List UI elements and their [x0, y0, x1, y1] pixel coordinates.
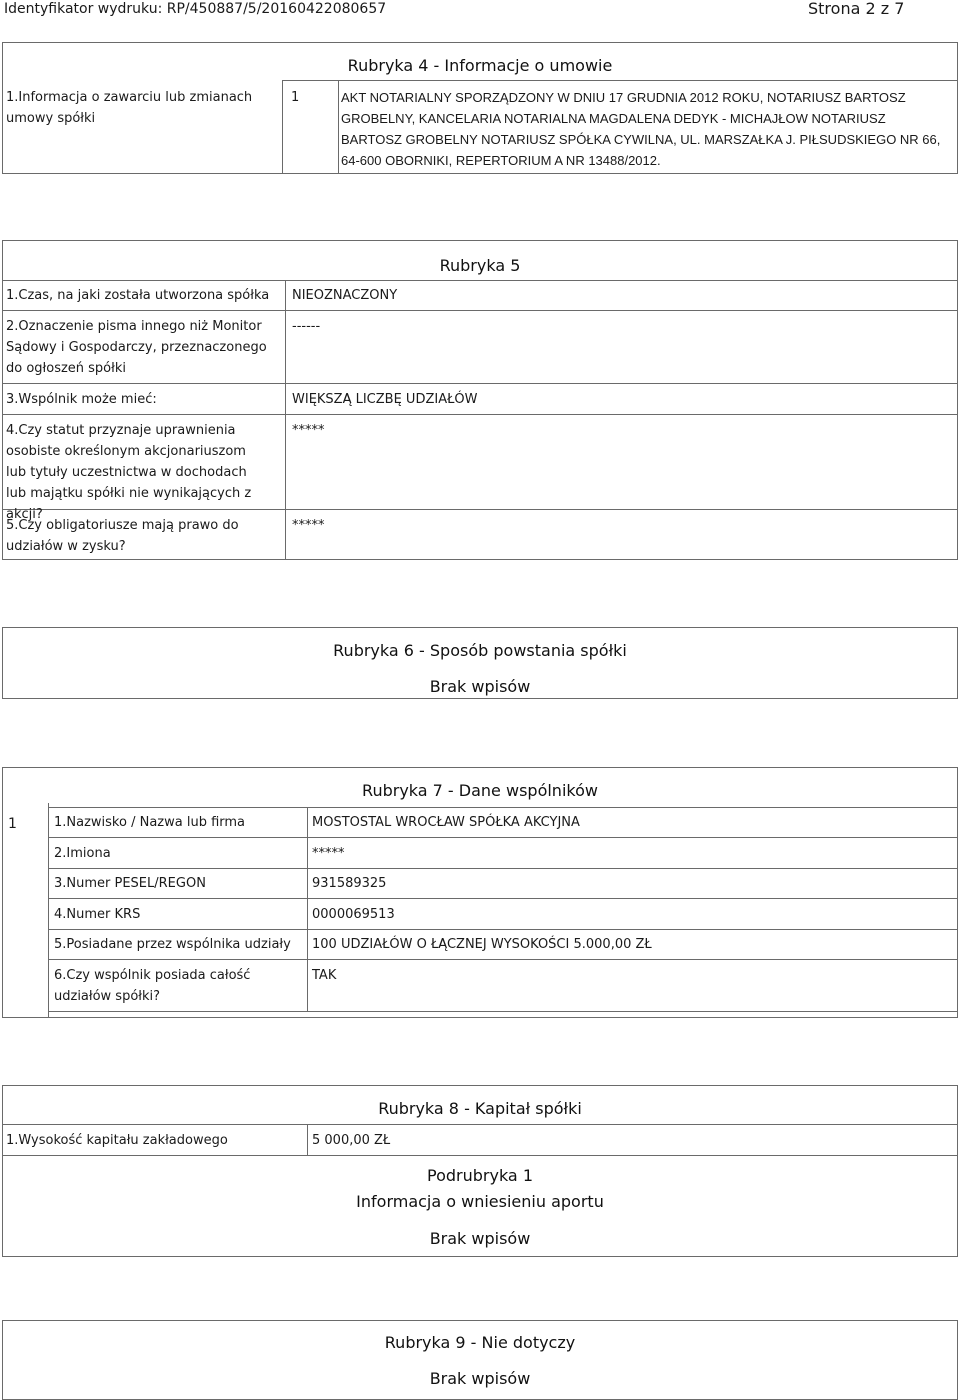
section-title: Rubryka 4 - Informacje o umowie — [347, 56, 613, 75]
field-label: 3.Wspólnik może mieć: — [6, 392, 157, 407]
section-title: Rubryka 8 - Kapitał spółki — [378, 1099, 582, 1118]
field-label: 2.Imiona — [54, 846, 111, 861]
field-label: 5.Czy obligatoriusze mają prawo do udziałów w zysku? — [6, 518, 239, 554]
field-value: 5 000,00 ZŁ — [312, 1133, 391, 1148]
empty-state: Brak wpisów — [429, 677, 531, 696]
field-label: 1.Czas, na jaki została utworzona spółka — [6, 288, 270, 303]
field-label: 5.Posiadane przez wspólnika udziały — [54, 937, 291, 952]
field-value: NIEOZNACZONY — [292, 288, 398, 303]
field-value: 931589325 — [312, 876, 387, 891]
value-line: GROBELNY, KANCELARIA NOTARIALNA MAGDALENA DEDYK - MICHAJŁOW NOTARIUSZ — [341, 111, 886, 126]
field-value: ***** — [312, 846, 345, 861]
subsection-title: Podrubryka 1 — [427, 1166, 533, 1185]
field-value: 100 UDZIAŁÓW O ŁĄCZNEJ WYSOKOŚCI 5.000,00 ZŁ — [312, 937, 652, 952]
section-title: Rubryka 9 - Nie dotyczy — [384, 1333, 576, 1352]
field-label: 1.Informacja o zawarciu lub zmianach umowy spółki — [6, 90, 253, 126]
section-title: Rubryka 7 - Dane wspólników — [362, 781, 598, 800]
print-identifier: Identyfikator wydruku: RP/450887/5/20160422080657 — [4, 1, 387, 17]
value-line: BARTOSZ GROBELNY NOTARIUSZ SPÓŁKA CYWILNA, UL. MARSZAŁKA J. PIŁSUDSKIEGO NR 66, — [341, 132, 941, 147]
section-rubryka-9 — [2, 1320, 958, 1400]
field-value: MOSTOSTAL WROCŁAW SPÓŁKA AKCYJNA — [312, 815, 580, 830]
value-line: 64-600 OBORNIKI, REPERTORIUM A NR 13488/2012. — [341, 153, 661, 168]
field-value: ------ — [292, 319, 321, 334]
field-value: WIĘKSZĄ LICZBĘ UDZIAŁÓW — [292, 392, 478, 407]
field-value: 0000069513 — [312, 907, 395, 922]
field-label: 4.Czy statut przyznaje uprawnienia osobiste określonym akcjonariuszom lub tytuły uczestnictwa w dochodach lub majątku spółki nie wynikających z akcji? — [6, 423, 252, 522]
section-title: Rubryka 6 - Sposób powstania spółki — [333, 641, 627, 660]
field-label: 4.Numer KRS — [54, 907, 141, 922]
field-value: TAK — [312, 968, 337, 983]
item-number: 1 — [291, 90, 300, 105]
field-value: ***** — [292, 423, 325, 438]
item-number: 1 — [8, 816, 17, 832]
field-label: 3.Numer PESEL/REGON — [54, 876, 206, 891]
field-value: ***** — [292, 518, 325, 533]
page-number: Strona 2 z 7 — [808, 0, 905, 18]
value-line: AKT NOTARIALNY SPORZĄDZONY W DNIU 17 GRUDNIA 2012 ROKU, NOTARIUSZ BARTOSZ — [341, 90, 906, 105]
field-label: 1.Nazwisko / Nazwa lub firma — [54, 815, 246, 830]
field-label: 2.Oznaczenie pisma innego niż Monitor Sądowy i Gospodarczy, przeznaczonego do ogłoszeń spółki — [6, 319, 267, 376]
section-title: Rubryka 5 — [439, 256, 521, 275]
field-label: 6.Czy wspólnik posiada całość udziałów spółki? — [54, 968, 251, 1004]
subsection-subtitle: Informacja o wniesieniu aportu — [356, 1192, 604, 1211]
field-label: 1.Wysokość kapitału zakładowego — [6, 1133, 228, 1148]
empty-state: Brak wpisów — [429, 1229, 531, 1248]
empty-state: Brak wpisów — [429, 1369, 531, 1388]
